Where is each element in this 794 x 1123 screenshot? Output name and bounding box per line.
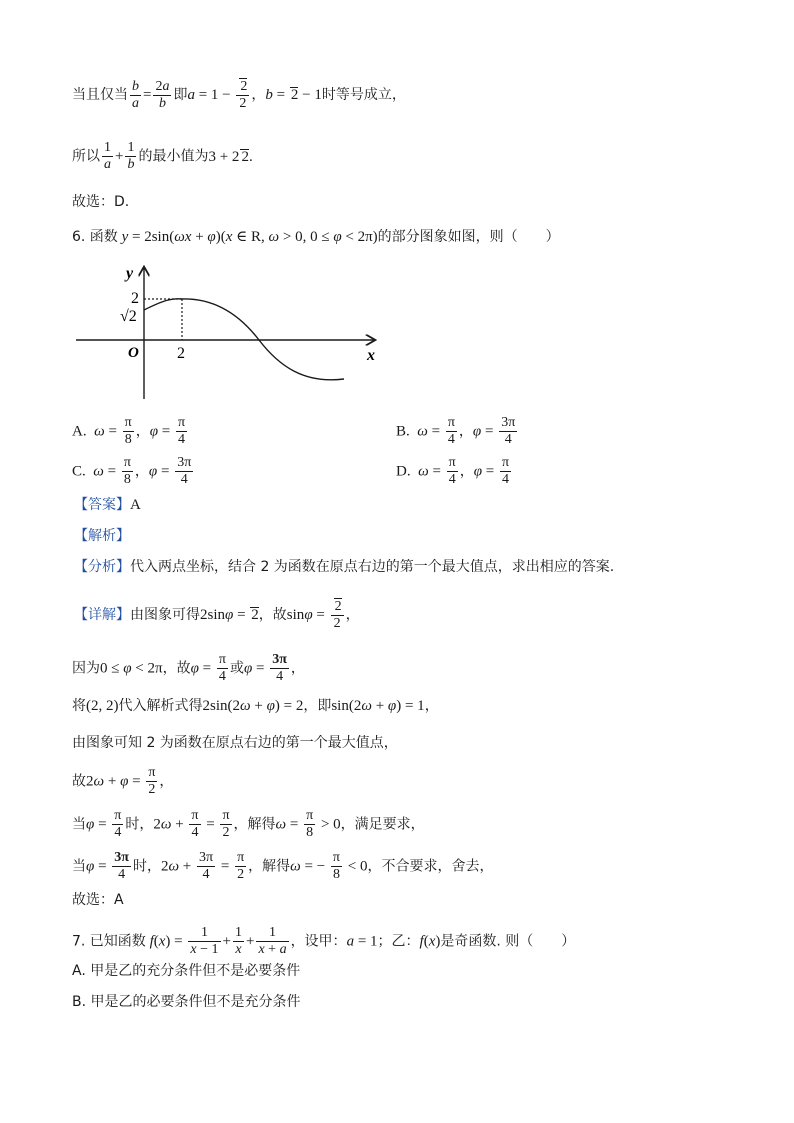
- text: 当: [72, 858, 86, 875]
- option-c[interactable]: C. ω = $\frac{\pi}{8}$ ，φ = $\frac{3\pi}{4}$: [72, 455, 192, 487]
- option-b[interactable]: B. ω = $\frac{\pi}{4}$ ，φ = $\frac{3\pi}{4}$: [396, 415, 516, 447]
- q7-option-b[interactable]: B. 甲是乙的必要条件但不是充分条件: [72, 994, 301, 1010]
- text: 6. 函数: [72, 229, 118, 245]
- q7-option-a[interactable]: A. 甲是乙的充分条件但不是必要条件: [72, 963, 301, 979]
- analysis-tag: 【解析】: [74, 528, 130, 544]
- text: 所以: [72, 148, 100, 165]
- text: 当且仅当: [72, 87, 128, 103]
- question-7: 7. 已知函数 f(x) = $\frac{1}{x - 1}$ + $\frac{1}{x}$ + $\frac{1}{x + a}$ ，设甲：a = 1；乙：f(x)是奇函数. 则（ ）: [72, 925, 576, 957]
- text: 或: [229, 660, 244, 677]
- detail-line-1: 【详解】由图象可得2sinφ = 2，故sinφ = $\frac{2}{2}$ ，: [74, 599, 360, 631]
- analysis-summary: [74, 558, 614, 576]
- question-6: 6. 函数 y = 2sin(ωx + φ)(x ∈ R, ω > 0, 0 ≤ φ < 2π)的部分图象如图，则（ ）: [72, 229, 560, 245]
- text: 代入解析式得: [118, 698, 203, 714]
- text: ，故: [162, 660, 191, 677]
- text: ，解得: [248, 858, 291, 875]
- detail-tag: 【详解】: [74, 607, 130, 623]
- text: 即: [173, 87, 188, 103]
- x-axis-label: x: [367, 347, 375, 364]
- text: 的最小值为: [138, 148, 209, 165]
- y-tick-sqrt2: √2: [120, 308, 137, 325]
- y-tick-max: 2: [131, 290, 139, 307]
- fenxi-tag: 【分析】: [74, 559, 130, 575]
- origin-label: O: [128, 345, 139, 361]
- text: 当: [72, 816, 86, 833]
- text: D.: [396, 463, 411, 480]
- text: ，设甲：: [290, 933, 347, 950]
- text: ，不合要求，舍去，: [367, 858, 494, 875]
- detail-line-5: 故2ω + φ = $\frac{\pi}{2}$ ，: [72, 765, 174, 797]
- text: 代入两点坐标，结合 2 为函数在原点右边的第一个最大值点，求出相应的答案.: [130, 559, 615, 575]
- text: ，满足要求，: [340, 816, 425, 833]
- answer-tag: 【答案】: [74, 497, 130, 513]
- text: ，即: [303, 698, 332, 714]
- detail-line-7: 当φ = $\frac{3\pi}{4}$ 时，2ω + $\frac{3\pi}{4}$ = $\frac{\pi}{2}$ ，解得ω = − $\frac{\pi}{8}$ < 0，不合要求，舍去，: [72, 850, 494, 882]
- detail-line-2: 因为0 ≤ φ < 2π，故φ = $\frac{\pi}{4}$ 或φ = $\frac{3\pi}{4}$ ，: [72, 652, 305, 684]
- text: 将: [72, 698, 86, 714]
- solution-line-equality: 当且仅当 $\frac{b}{a}$ = $\frac{2a}{b}$ 即a = 1 − $\frac{2}{2}$ ，b = 2 − 1时等号成立，: [72, 78, 406, 111]
- option-a[interactable]: A. ω = $\frac{\pi}{8}$ ，φ = $\frac{\pi}{4}$: [72, 415, 186, 447]
- text: ，故: [258, 607, 287, 623]
- x-tick-2: 2: [177, 345, 185, 362]
- text: 故: [72, 773, 86, 790]
- text: 因为: [72, 660, 100, 677]
- text: 由图象可得: [130, 607, 200, 623]
- choose-d: 故选：D.: [72, 194, 130, 210]
- choose-a: 故选：A: [72, 892, 124, 908]
- text: A.: [72, 423, 87, 440]
- function-graph: [74, 262, 384, 402]
- text: 是奇函数. 则（ ）: [440, 933, 576, 950]
- text: ；乙：: [377, 933, 420, 950]
- detail-line-3: 将(2, 2)代入解析式得2sin(2ω + φ) = 2，即sin(2ω + φ) = 1，: [72, 698, 439, 714]
- text: 时，: [132, 858, 161, 875]
- option-d[interactable]: D. ω = $\frac{\pi}{4}$ ，φ = $\frac{\pi}{4}$: [396, 455, 510, 487]
- text: 的部分图象如图，则（ ）: [377, 229, 560, 245]
- detail-line-6: 当φ = $\frac{\pi}{4}$ 时，2ω + $\frac{\pi}{4}$ = $\frac{\pi}{2}$ ，解得ω = $\frac{\pi}{8}$ > 0，满足要求，: [72, 808, 425, 840]
- text: 时等号成立，: [321, 87, 406, 103]
- text: B.: [396, 423, 410, 440]
- text: C.: [72, 463, 86, 480]
- text: 时，: [125, 816, 154, 833]
- answer: [74, 496, 141, 514]
- text: ，解得: [233, 816, 276, 833]
- y-axis-label: y: [126, 265, 134, 282]
- text: 7. 已知函数: [72, 933, 146, 950]
- solution-line-min: 所以 $\frac{1}{a}$ + $\frac{1}{b}$ 的最小值为3 + 2 2.: [72, 140, 253, 172]
- detail-line-4: 由图象可知 2 为函数在原点右边的第一个最大值点，: [72, 735, 398, 751]
- answer-value: A: [130, 497, 141, 513]
